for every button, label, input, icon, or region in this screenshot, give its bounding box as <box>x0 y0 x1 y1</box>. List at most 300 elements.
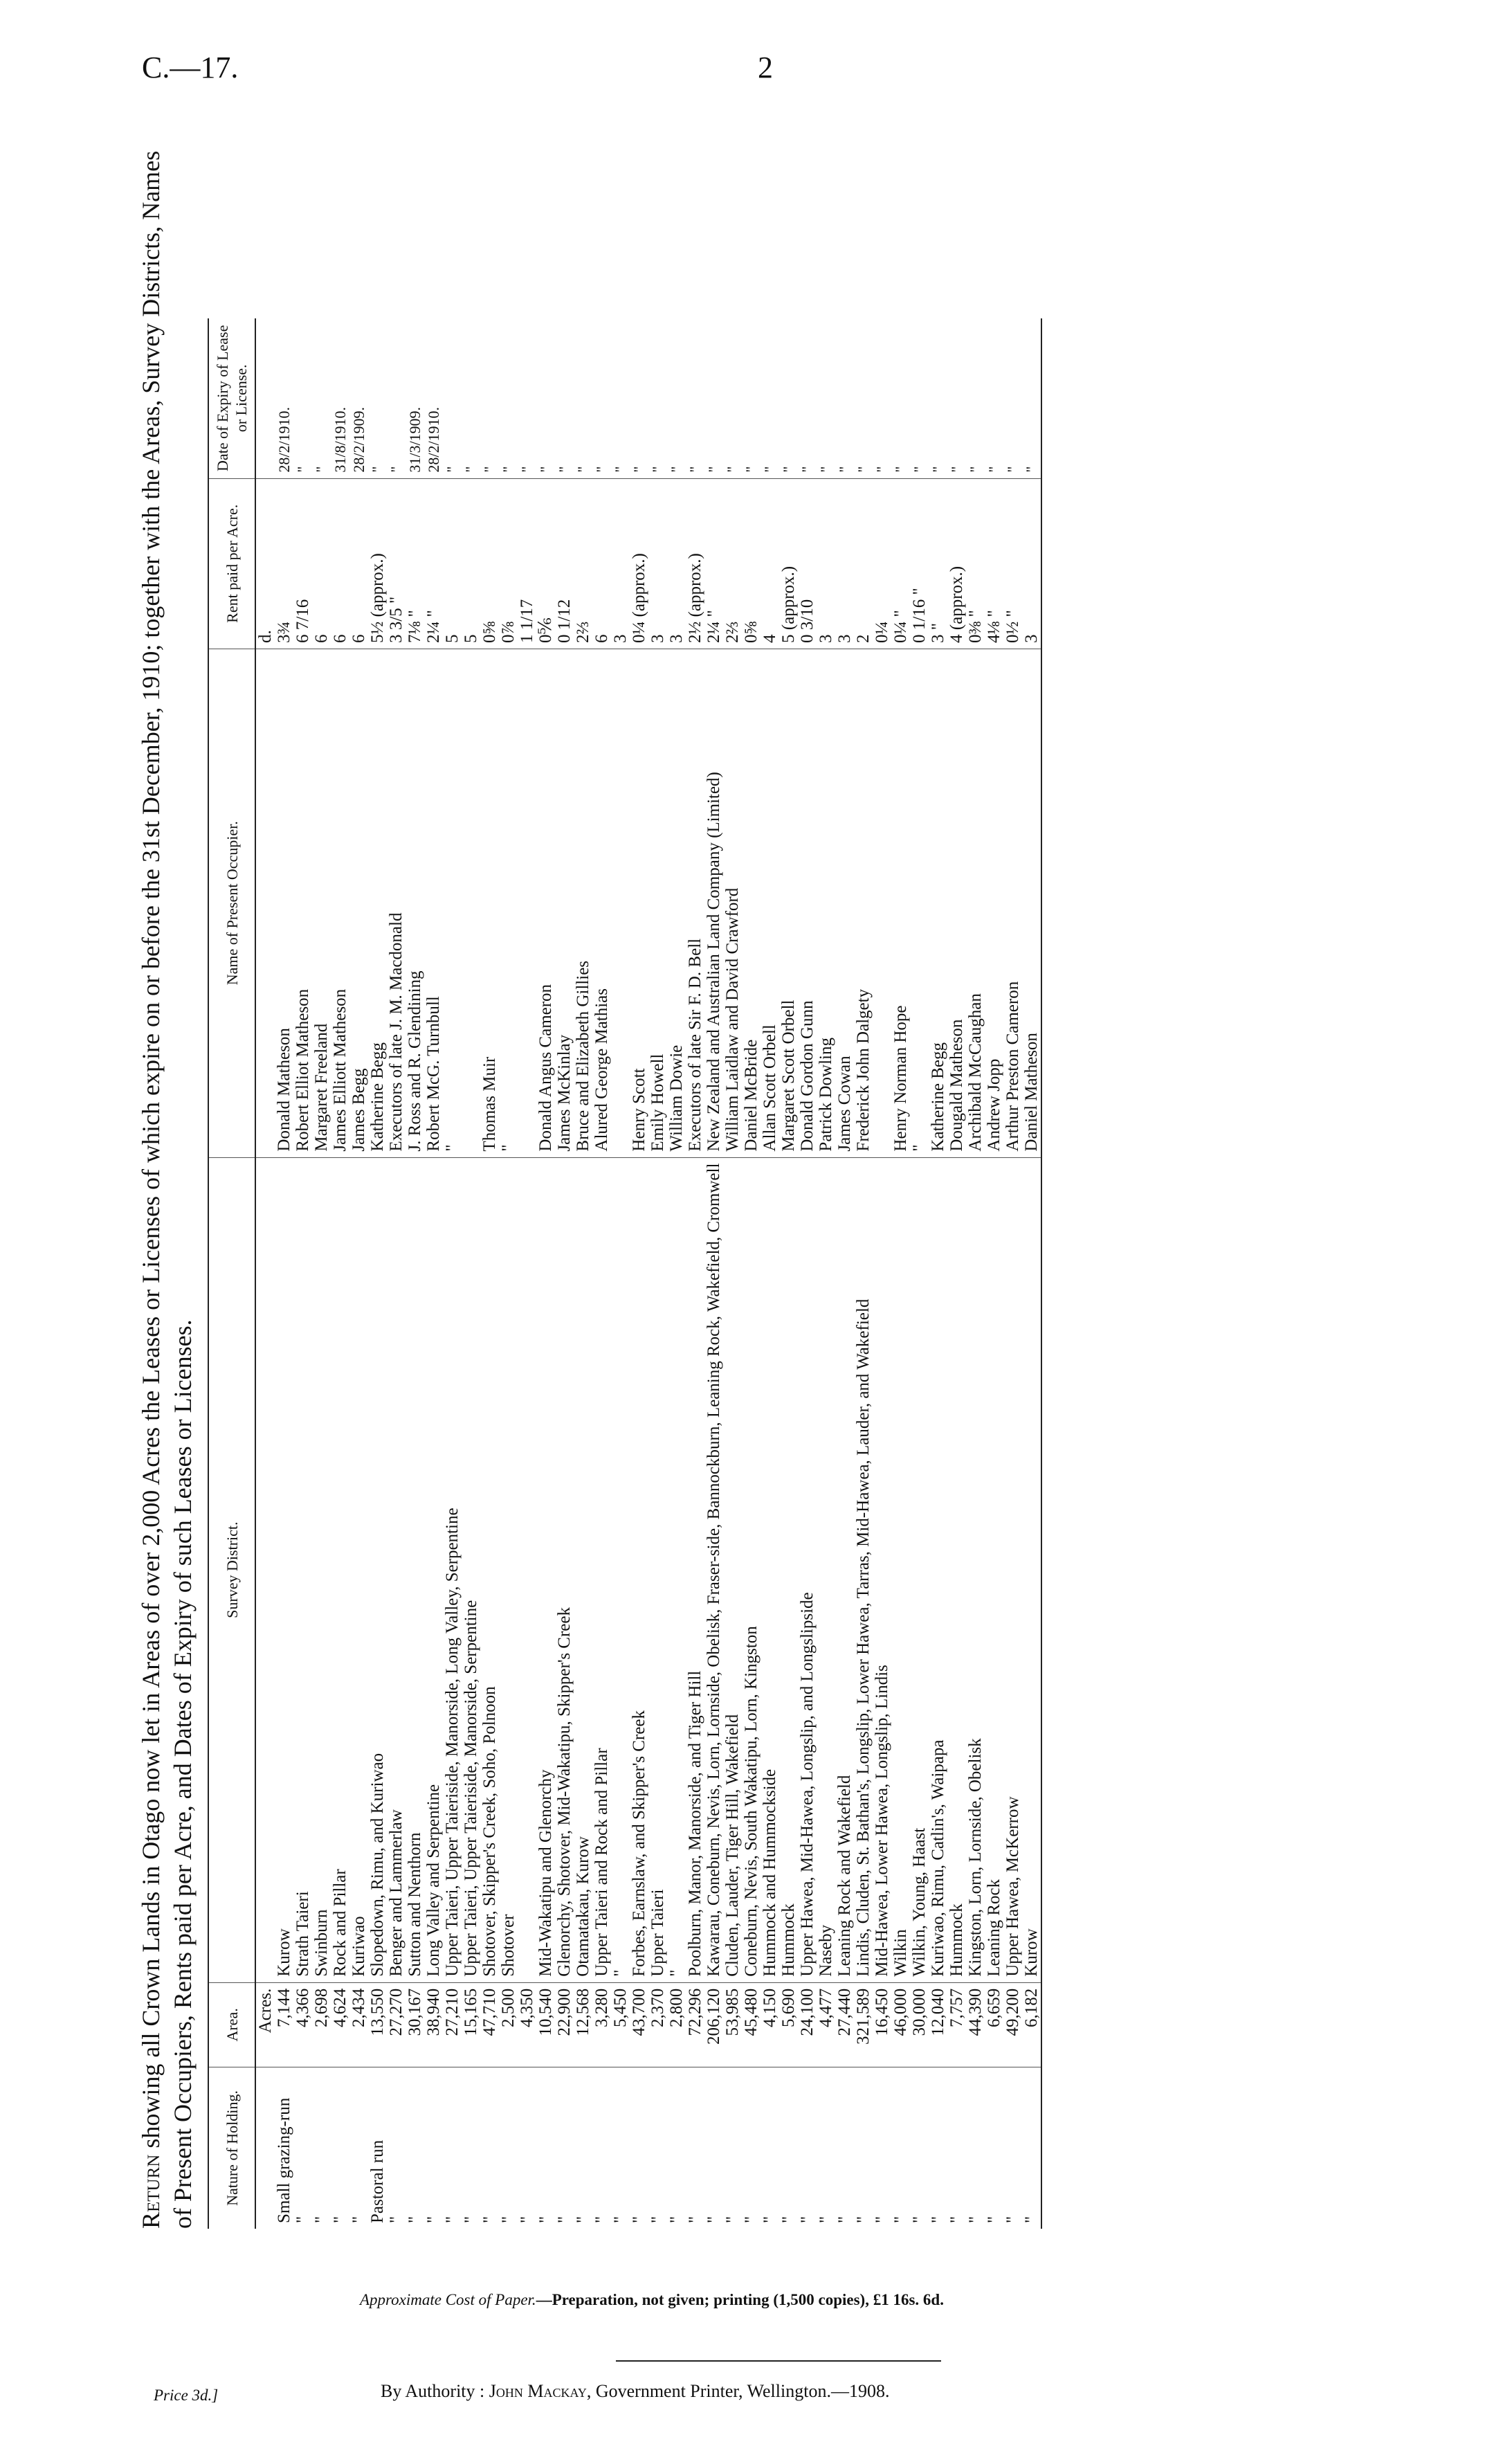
cell-date: 31/3/1909. <box>406 318 424 478</box>
cell-date: " <box>947 318 966 478</box>
cell-date: " <box>760 318 779 478</box>
cell-area: 22,900 <box>555 1982 574 2067</box>
cell-district: Kuriwao <box>349 1157 368 1982</box>
cell-date: " <box>966 318 985 478</box>
cell-rent: 5½ (approx.) <box>368 478 387 649</box>
cell-date: 28/2/1909. <box>349 318 368 478</box>
cell-occupier: Robert Elliot Matheson <box>293 649 312 1157</box>
cell-occupier: William Laidlaw and David Crawford <box>723 649 742 1157</box>
cell-nature: " <box>891 2216 910 2223</box>
cell-area: 7,757 <box>947 1982 966 2067</box>
cell-area: 4,624 <box>331 1982 349 2067</box>
cell-occupier: Frederick John Dalgety <box>854 649 873 1157</box>
cell-occupier: Alured George Mathias <box>592 649 611 1157</box>
table-row <box>929 318 947 2229</box>
cell-occupier: Emily Howell <box>648 649 667 1157</box>
cell-area: 321,589 <box>854 1982 873 2067</box>
cell-date: " <box>929 318 947 478</box>
col-occupier: Name of Present Occupier. <box>208 649 255 1157</box>
cell-nature: " <box>536 2216 555 2223</box>
cell-date: 31/8/1910. <box>331 318 349 478</box>
col-rent: Rent paid per Acre. <box>208 478 255 649</box>
table-row <box>331 318 349 2229</box>
cell-nature: " <box>947 2216 966 2223</box>
col-area: Area. <box>208 1982 255 2067</box>
cell-area: 2,434 <box>349 1982 368 2067</box>
cell-rent: 4 <box>760 478 779 649</box>
cell-date: " <box>592 318 611 478</box>
cell-district: Kurow <box>275 1157 293 1982</box>
table-row <box>910 318 929 2229</box>
cell-district: Sutton and Nenthorn <box>406 1157 424 1982</box>
cell-area: 2,698 <box>312 1982 331 2067</box>
cell-date: " <box>518 318 536 478</box>
cell-rent: 3 " <box>929 478 947 649</box>
cell-nature: " <box>293 2216 312 2223</box>
cell-occupier: James Elliott Matheson <box>331 649 349 1157</box>
cell-occupier: Donald Matheson <box>275 649 293 1157</box>
cell-date: " <box>611 318 630 478</box>
cell-date: " <box>667 318 686 478</box>
table-row <box>1022 318 1041 2229</box>
cell-district: Mid-Hawea, Lower Hawea, Longslip, Lindis <box>873 1157 891 1982</box>
cell-occupier: Donald Gordon Gunn <box>798 649 817 1157</box>
cell-area: 2,800 <box>667 1982 686 2067</box>
cell-occupier: " <box>499 649 518 1157</box>
cell-district: Glenorchy, Shotover, Mid-Wakatipu, Skipper's Creek <box>555 1157 574 1982</box>
cell-occupier: Executors of late Sir F. D. Bell <box>686 649 704 1157</box>
cell-date: 28/2/1910. <box>424 318 443 478</box>
cell-district: Kurow <box>1022 1157 1041 1982</box>
cell-date: " <box>1022 318 1041 478</box>
cell-nature: " <box>555 2216 574 2223</box>
cell-nature: " <box>929 2216 947 2223</box>
cell-rent: 2⅔ <box>574 478 592 649</box>
cell-occupier <box>255 649 275 1157</box>
table-row <box>349 318 368 2229</box>
cell-area: 7,144 <box>275 1982 293 2067</box>
cell-district: Hummock <box>779 1157 798 1982</box>
note-label: Approximate Cost of Paper. <box>360 2291 536 2308</box>
cell-occupier <box>611 649 630 1157</box>
cell-nature: " <box>985 2216 1003 2223</box>
cell-rent: 0 3/10 <box>798 478 817 649</box>
cell-occupier: Archibald McCaughan <box>966 649 985 1157</box>
cell-nature: Pastoral run <box>368 2139 387 2223</box>
cell-occupier: James Cowan <box>835 649 854 1157</box>
cell-occupier: Dougald Matheson <box>947 649 966 1157</box>
cell-rent: 0 1/12 <box>555 478 574 649</box>
cell-district: Kawarau, Coneburn, Nevis, Lorn, Lornside, Obelisk, Fraser-side, Bannockburn, Leaning Rock, Wakefield, Cromwell <box>704 1157 723 1982</box>
cell-rent: 5 (approx.) <box>779 478 798 649</box>
table-row <box>648 318 667 2229</box>
cell-occupier <box>462 649 480 1157</box>
cell-date: " <box>368 318 387 478</box>
cell-rent: 0¼ (approx.) <box>630 478 648 649</box>
cell-rent: 3¾ <box>275 478 293 649</box>
authority-rest: Government Printer, Wellington.—1908. <box>595 2381 890 2401</box>
cell-area: 15,165 <box>462 1982 480 2067</box>
cell-district: Rock and Pillar <box>331 1157 349 1982</box>
cell-area: 44,390 <box>966 1982 985 2067</box>
cell-date: " <box>387 318 406 478</box>
page-number: 2 <box>758 51 773 84</box>
cell-nature: " <box>1022 2067 1041 2229</box>
cell-area: 4,150 <box>760 1982 779 2067</box>
cell-area: 206,120 <box>704 1982 723 2067</box>
table-row <box>966 318 985 2229</box>
cell-rent: 5 <box>443 478 462 649</box>
cell-date: " <box>462 318 480 478</box>
col-district: Survey District. <box>208 1157 255 1982</box>
cell-district: " <box>667 1157 686 1982</box>
cell-nature: " <box>742 2216 760 2223</box>
cell-date: " <box>648 318 667 478</box>
cell-date: " <box>873 318 891 478</box>
cell-nature: " <box>817 2216 835 2223</box>
table-row <box>424 318 443 2229</box>
cell-district <box>255 1157 275 1982</box>
cell-area: 4,350 <box>518 1982 536 2067</box>
cell-area: 2,370 <box>648 1982 667 2067</box>
cell-occupier: Bruce and Elizabeth Gillies <box>574 649 592 1157</box>
cell-area: 47,710 <box>480 1982 499 2067</box>
cell-area: 6,659 <box>985 1982 1003 2067</box>
cell-rent: 6 <box>312 478 331 649</box>
cell-rent: 0¼ <box>873 478 891 649</box>
cell-occupier: William Dowie <box>667 649 686 1157</box>
cell-area: 27,210 <box>443 1982 462 2067</box>
cell-district: Wilkin, Young, Haast <box>910 1157 929 1982</box>
cell-area: 4,366 <box>293 1982 312 2067</box>
cell-nature: " <box>667 2216 686 2223</box>
cell-rent: 0⅚ <box>536 478 555 649</box>
table-header-row <box>208 318 255 2229</box>
cell-rent: 6 7/16 <box>293 478 312 649</box>
cell-district: Shotover <box>499 1157 518 1982</box>
cell-nature: " <box>312 2216 331 2223</box>
cell-date: " <box>723 318 742 478</box>
cell-area: 72,296 <box>686 1982 704 2067</box>
table-row <box>592 318 611 2229</box>
cell-date: " <box>704 318 723 478</box>
cell-area: 12,040 <box>929 1982 947 2067</box>
cell-date: " <box>817 318 835 478</box>
table-row <box>779 318 798 2229</box>
cell-area: 13,550 <box>368 1982 387 2067</box>
cell-district: Upper Hawea, Mid-Hawea, Longslip, and Longslipside <box>798 1157 817 1982</box>
table-row <box>499 318 518 2229</box>
table-row <box>1003 318 1022 2229</box>
cell-nature: " <box>518 2216 536 2223</box>
cell-rent: 2½ (approx.) <box>686 478 704 649</box>
cell-district: Otamatakau, Kurow <box>574 1157 592 1982</box>
table-row <box>798 318 817 2229</box>
cell-nature: " <box>424 2216 443 2223</box>
cell-rent: 2¼ " <box>424 478 443 649</box>
cell-date: " <box>742 318 760 478</box>
cell-date: " <box>910 318 929 478</box>
cell-date: " <box>574 318 592 478</box>
table-row <box>536 318 555 2229</box>
cell-area: 43,700 <box>630 1982 648 2067</box>
cell-area: 38,940 <box>424 1982 443 2067</box>
table-row <box>723 318 742 2229</box>
authority-line <box>381 2381 889 2402</box>
cell-date: " <box>779 318 798 478</box>
cell-date <box>255 318 275 478</box>
title-lead: Return <box>137 2154 165 2229</box>
cell-nature: " <box>387 2216 406 2223</box>
table-row <box>891 318 910 2229</box>
cell-district: Benger and Lammerlaw <box>387 1157 406 1982</box>
cell-nature: " <box>648 2216 667 2223</box>
cell-district: Forbes, Earnslaw, and Skipper's Creek <box>630 1157 648 1982</box>
cell-area: 16,450 <box>873 1982 891 2067</box>
cell-district: Upper Taieri, Upper Taieriside, Manorside, Long Valley, Serpentine <box>443 1157 462 1982</box>
cell-occupier: Henry Scott <box>630 649 648 1157</box>
paper-cost-note <box>360 2291 944 2309</box>
table-row <box>406 318 424 2229</box>
cell-nature: " <box>760 2216 779 2223</box>
cell-district: Long Valley and Serpentine <box>424 1157 443 1982</box>
cell-area: 27,270 <box>387 1982 406 2067</box>
cell-nature: " <box>349 2216 368 2223</box>
table-row <box>985 318 1003 2229</box>
cell-nature <box>255 2067 275 2229</box>
cell-rent: 6 <box>349 478 368 649</box>
col-nature: Nature of Holding. <box>208 2067 255 2229</box>
cell-occupier: Margaret Freeland <box>312 649 331 1157</box>
cell-district: Lindis, Cluden, St. Bathan's, Longslip, Lower Hawea, Tarras, Mid-Hawea, Lauder, and Wakefield <box>854 1157 873 1982</box>
table-row <box>574 318 592 2229</box>
cell-nature: " <box>704 2216 723 2223</box>
cell-nature: " <box>443 2216 462 2223</box>
price: Price 3d.] <box>154 2387 219 2404</box>
cell-area: 12,568 <box>574 1982 592 2067</box>
table-row <box>293 318 312 2229</box>
title-text: showing all Crown Lands in Otago now let in Areas of over 2,000 Acres the Leases or Licenses of which expire on or before the 31st December, 1910; together with the Areas, Survey Districts, Names of Present Occupiers, Rents paid per Acre, and Dates of Expiry of such Leases or Licenses. <box>137 150 197 2229</box>
cell-area: Acres. <box>255 1982 275 2067</box>
cell-nature: " <box>873 2216 891 2223</box>
table-row <box>854 318 873 2229</box>
cell-rent: 3 <box>611 478 630 649</box>
cell-district: Poolburn, Manor, Manorside, and Tiger Hill <box>686 1157 704 1982</box>
cell-area: 46,000 <box>891 1982 910 2067</box>
cell-district: Upper Hawea, McKerrow <box>1003 1157 1022 1982</box>
cell-date: " <box>686 318 704 478</box>
cell-rent: 3 <box>648 478 667 649</box>
cell-occupier: " <box>443 649 462 1157</box>
cell-district: Coneburn, Nevis, South Wakatipu, Lorn, Kingston <box>742 1157 760 1982</box>
cell-area: 30,167 <box>406 1982 424 2067</box>
cell-date: 28/2/1910. <box>275 318 293 478</box>
cell-date: " <box>499 318 518 478</box>
cell-area: 3,280 <box>592 1982 611 2067</box>
cell-occupier: Thomas Muir <box>480 649 499 1157</box>
cell-district: Cluden, Lauder, Tiger Hill, Wakefield <box>723 1157 742 1982</box>
cell-rent: 7⅛ " <box>406 478 424 649</box>
cell-rent: 4 (approx.) <box>947 478 966 649</box>
cell-date: " <box>985 318 1003 478</box>
printer-name: John Mackay, <box>489 2381 592 2401</box>
cell-area: 10,540 <box>536 1982 555 2067</box>
cell-rent: 5 <box>462 478 480 649</box>
cell-rent: d. <box>255 478 275 649</box>
cell-district <box>518 1157 536 1982</box>
cell-rent: 3 <box>667 478 686 649</box>
cell-nature: " <box>574 2216 592 2223</box>
cell-area: 49,200 <box>1003 1982 1022 2067</box>
table-row <box>817 318 835 2229</box>
table-row <box>480 318 499 2229</box>
cell-nature: " <box>835 2216 854 2223</box>
cell-area: 53,985 <box>723 1982 742 2067</box>
cell-date: " <box>312 318 331 478</box>
cell-occupier: Andrew Jopp <box>985 649 1003 1157</box>
cell-rent: 6 <box>592 478 611 649</box>
cell-nature: " <box>854 2216 873 2223</box>
cell-nature: Small grazing-run <box>275 2097 293 2223</box>
table-row <box>630 318 648 2229</box>
cell-occupier <box>518 649 536 1157</box>
cell-district: Strath Taieri <box>293 1157 312 1982</box>
document-code: C.—17. <box>142 51 239 84</box>
cell-rent: 0⅝ <box>480 478 499 649</box>
cell-rent: 2⅔ <box>723 478 742 649</box>
cell-rent: 4⅛ " <box>985 478 1003 649</box>
cell-district: Slopedown, Rimu, and Kuriwao <box>368 1157 387 1982</box>
cell-rent: 3 3/5 " <box>387 478 406 649</box>
table-row <box>686 318 704 2229</box>
cell-rent: 6 <box>331 478 349 649</box>
table-row <box>947 318 966 2229</box>
cell-date: " <box>443 318 462 478</box>
table-row <box>555 318 574 2229</box>
cell-occupier: Daniel Matheson <box>1022 649 1041 1157</box>
cell-district: Hummock <box>947 1157 966 1982</box>
cell-occupier: James McKinlay <box>555 649 574 1157</box>
cell-rent: 0½ " <box>1003 478 1022 649</box>
cell-date: " <box>798 318 817 478</box>
table-row <box>742 318 760 2229</box>
cell-district: Upper Taieri and Rock and Pillar <box>592 1157 611 1982</box>
cell-occupier: Executors of late J. M. Macdonald <box>387 649 406 1157</box>
table-row <box>835 318 854 2229</box>
cell-nature: " <box>798 2216 817 2223</box>
cell-area: 2,500 <box>499 1982 518 2067</box>
cell-date: " <box>480 318 499 478</box>
cell-nature: " <box>406 2216 424 2223</box>
cell-district: Mid-Wakatipu and Glenorchy <box>536 1157 555 1982</box>
table-row <box>760 318 779 2229</box>
cell-occupier: Katherine Begg <box>368 649 387 1157</box>
cell-district: Naseby <box>817 1157 835 1982</box>
cell-rent: 3 <box>1022 478 1041 649</box>
table-row <box>518 318 536 2229</box>
table-row <box>255 318 275 2229</box>
cell-nature: " <box>462 2216 480 2223</box>
cell-district: " <box>611 1157 630 1982</box>
divider <box>616 2360 941 2362</box>
cell-area: 6,182 <box>1022 1982 1041 2067</box>
cell-nature: " <box>611 2216 630 2223</box>
table-row <box>704 318 723 2229</box>
cell-occupier: Henry Norman Hope <box>891 649 910 1157</box>
table-row <box>611 318 630 2229</box>
cell-nature: " <box>499 2216 518 2223</box>
table-row <box>275 318 293 2229</box>
cell-occupier: Patrick Dowling <box>817 649 835 1157</box>
table-row <box>462 318 480 2229</box>
cell-rent: 0 1/16 " <box>910 478 929 649</box>
cell-rent: 2 <box>854 478 873 649</box>
cell-area: 45,480 <box>742 1982 760 2067</box>
cell-nature: " <box>723 2216 742 2223</box>
cell-occupier: Katherine Begg <box>929 649 947 1157</box>
cell-nature: " <box>966 2216 985 2223</box>
cell-nature: " <box>630 2216 648 2223</box>
cell-occupier: Daniel McBride <box>742 649 760 1157</box>
crown-lands-table <box>208 318 1042 2229</box>
cell-date: " <box>1003 318 1022 478</box>
cell-area: 4,477 <box>817 1982 835 2067</box>
cell-date: " <box>891 318 910 478</box>
cell-rent: 1 1/17 <box>518 478 536 649</box>
return-title <box>135 125 199 2229</box>
cell-area: 5,450 <box>611 1982 630 2067</box>
cell-district: Hummock and Hummockside <box>760 1157 779 1982</box>
cell-date: " <box>293 318 312 478</box>
cell-occupier: J. Ross and R. Glendining <box>406 649 424 1157</box>
cell-district: Upper Taieri, Upper Taieriside, Manorside, Serpentine <box>462 1157 480 1982</box>
cell-occupier: " <box>910 649 929 1157</box>
cell-occupier: Allan Scott Orbell <box>760 649 779 1157</box>
cell-district: Leaning Rock <box>985 1157 1003 1982</box>
cell-occupier: Margaret Scott Orbell <box>779 649 798 1157</box>
cell-nature: " <box>592 2216 611 2223</box>
table-row <box>667 318 686 2229</box>
cell-nature: " <box>1003 2216 1022 2223</box>
cell-rent: 0⅝ <box>742 478 760 649</box>
table-row <box>312 318 331 2229</box>
cell-rent: 0⅞ <box>499 478 518 649</box>
cell-occupier: New Zealand and Australian Land Company (Limited) <box>704 649 723 1157</box>
cell-area: 27,440 <box>835 1982 854 2067</box>
table-row <box>443 318 462 2229</box>
cell-date: " <box>630 318 648 478</box>
col-date: Date of Expiry of Lease or License. <box>208 318 255 478</box>
cell-occupier: Arthur Preston Cameron <box>1003 649 1022 1157</box>
cell-occupier: James Begg <box>349 649 368 1157</box>
cell-date: " <box>536 318 555 478</box>
cell-rent: 2¼ " <box>704 478 723 649</box>
cell-area: 24,100 <box>798 1982 817 2067</box>
cell-occupier: Donald Angus Cameron <box>536 649 555 1157</box>
cell-nature: " <box>480 2216 499 2223</box>
table-row <box>368 318 387 2229</box>
cell-rent: 0⅜ " <box>966 478 985 649</box>
cell-district: Shotover, Skipper's Creek, Soho, Polnoon <box>480 1157 499 1982</box>
cell-district: Swinburn <box>312 1157 331 1982</box>
cell-district: Leaning Rock and Wakefield <box>835 1157 854 1982</box>
cell-district: Upper Taieri <box>648 1157 667 1982</box>
cell-nature: " <box>686 2216 704 2223</box>
table-row <box>387 318 406 2229</box>
cell-rent: 0¼ " <box>891 478 910 649</box>
cell-date: " <box>835 318 854 478</box>
cell-nature: " <box>779 2216 798 2223</box>
